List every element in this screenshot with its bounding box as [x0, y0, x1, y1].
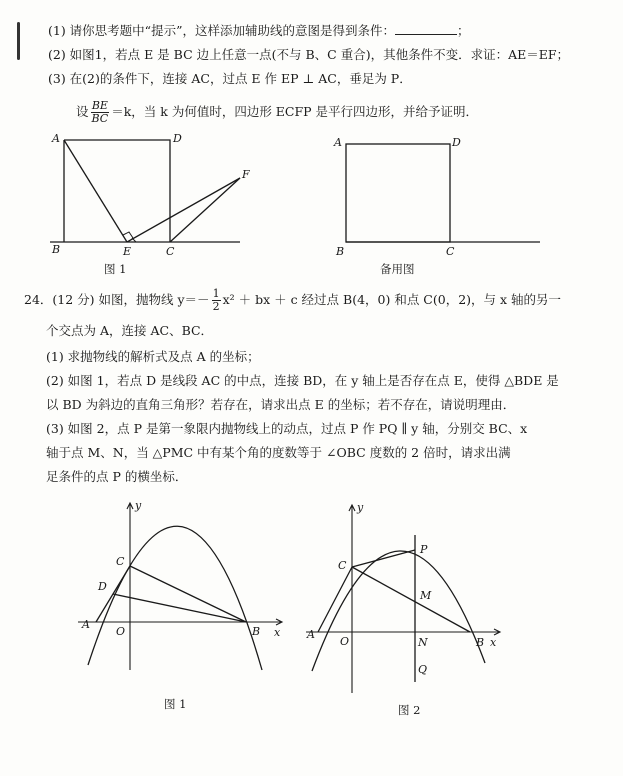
label-n: N	[418, 636, 428, 649]
fraction-one-half	[212, 288, 221, 313]
binder-mark	[17, 22, 20, 60]
segment-cf	[170, 178, 240, 242]
label-d: D	[98, 580, 107, 593]
label-d: D	[173, 132, 182, 145]
q24-part2b: 以 BD 为斜边的直角三角形？若存在，请求出点 E 的坐标；若不存在，请说明理由．	[46, 397, 516, 412]
label-x: x	[490, 636, 497, 649]
label-c: C	[338, 559, 347, 572]
q24-line1-pre: 24．(12 分) 如图，抛物线 y＝－	[24, 292, 210, 307]
label-b: B	[476, 636, 485, 649]
caption-figure-1: 图 1	[164, 697, 187, 711]
q24-line1-post: x² ＋ bx ＋ c 经过点 B(4，0) 和点 C(0，2)，与 x 轴的另一	[222, 292, 562, 307]
label-m: M	[420, 589, 432, 602]
answer-blank[interactable]	[395, 22, 457, 35]
q24-part3a: (3) 如图 2，点 P 是第一象限内抛物线上的动点，过点 P 作 PQ ∥ y 轴，分别交 BC、x	[46, 421, 528, 436]
label-d: D	[452, 136, 461, 149]
label-a: A	[334, 136, 342, 149]
q24-line-1	[24, 288, 561, 313]
label-y: y	[135, 499, 142, 512]
segment-cp	[352, 550, 415, 567]
q23-part1-end: ；	[456, 23, 470, 38]
segment-bc	[130, 566, 246, 622]
q23-part2: (2) 如图1，若点 E 是 BC 边上任意一点(不与 B、C 重合)，其他条件不变．求证：AE＝EF；	[48, 47, 570, 62]
q23-part3b-post: ＝k，当 k 为何值时，四边形 ECFP 是平行四边形，并给予证明．	[111, 104, 479, 119]
label-e: E	[123, 245, 132, 258]
q23-part1	[48, 22, 469, 40]
label-c: C	[446, 245, 455, 258]
q24-line-2: 个交点为 A，连接 AC、BC．	[46, 323, 214, 338]
q24-figure-2	[300, 495, 540, 725]
q23-part3b-pre: 设	[76, 104, 89, 119]
label-b: B	[252, 625, 261, 638]
label-y: y	[357, 501, 364, 514]
label-f: F	[242, 168, 250, 181]
label-a: A	[52, 132, 60, 145]
q24-part2a: (2) 如图 1，若点 D 是线段 AC 的中点，连接 BD，在 y 轴上是否存在点 E，使得 △BDE 是	[46, 373, 559, 388]
q23-part1-text: (1) 请你思考题中“提示”，这样添加辅助线的意图是得到条件：	[48, 23, 395, 38]
label-c: C	[116, 555, 125, 568]
segment-ac	[318, 567, 352, 632]
fraction-denominator: BC	[91, 112, 109, 125]
caption-figure-2: 图 2	[398, 703, 421, 717]
q24-part1: (1) 求抛物线的解析式及点 A 的坐标；	[46, 349, 260, 364]
label-b: B	[52, 243, 61, 256]
q24-figure-1	[60, 495, 300, 725]
segment-ef	[127, 178, 240, 242]
fraction-be-bc	[91, 100, 110, 125]
caption-figure-1: 图 1	[104, 262, 127, 276]
label-q: Q	[418, 663, 428, 676]
label-x: x	[274, 626, 281, 639]
segment-bd	[113, 594, 246, 622]
label-a: A	[307, 628, 315, 641]
q23-part3-condition	[76, 100, 478, 125]
fraction-numerator: 1	[212, 287, 220, 300]
parabola	[88, 526, 262, 670]
caption-spare-figure: 备用图	[380, 262, 415, 276]
segment-bc	[352, 567, 470, 632]
segment-ae	[64, 140, 127, 242]
label-b: B	[336, 245, 345, 258]
label-o: O	[340, 635, 350, 648]
q23-part3: (3) 在(2)的条件下，连接 AC，过点 E 作 EP ⊥ AC，垂足为 P．	[48, 71, 412, 86]
label-o: O	[116, 625, 126, 638]
q24-part3c: 足条件的点 P 的横坐标．	[46, 469, 188, 484]
q23-figure-spare	[330, 130, 550, 280]
fraction-numerator: BE	[91, 99, 108, 112]
label-c: C	[166, 245, 175, 258]
label-a: A	[82, 618, 90, 631]
label-p: P	[420, 543, 428, 556]
square-abcd	[346, 144, 450, 242]
q23-figure-1	[40, 130, 270, 280]
fraction-denominator: 2	[212, 300, 220, 313]
q24-part3b: 轴于点 M、N，当 △PMC 中有某个角的度数等于 ∠OBC 度数的 2 倍时，请求出满	[46, 445, 511, 460]
